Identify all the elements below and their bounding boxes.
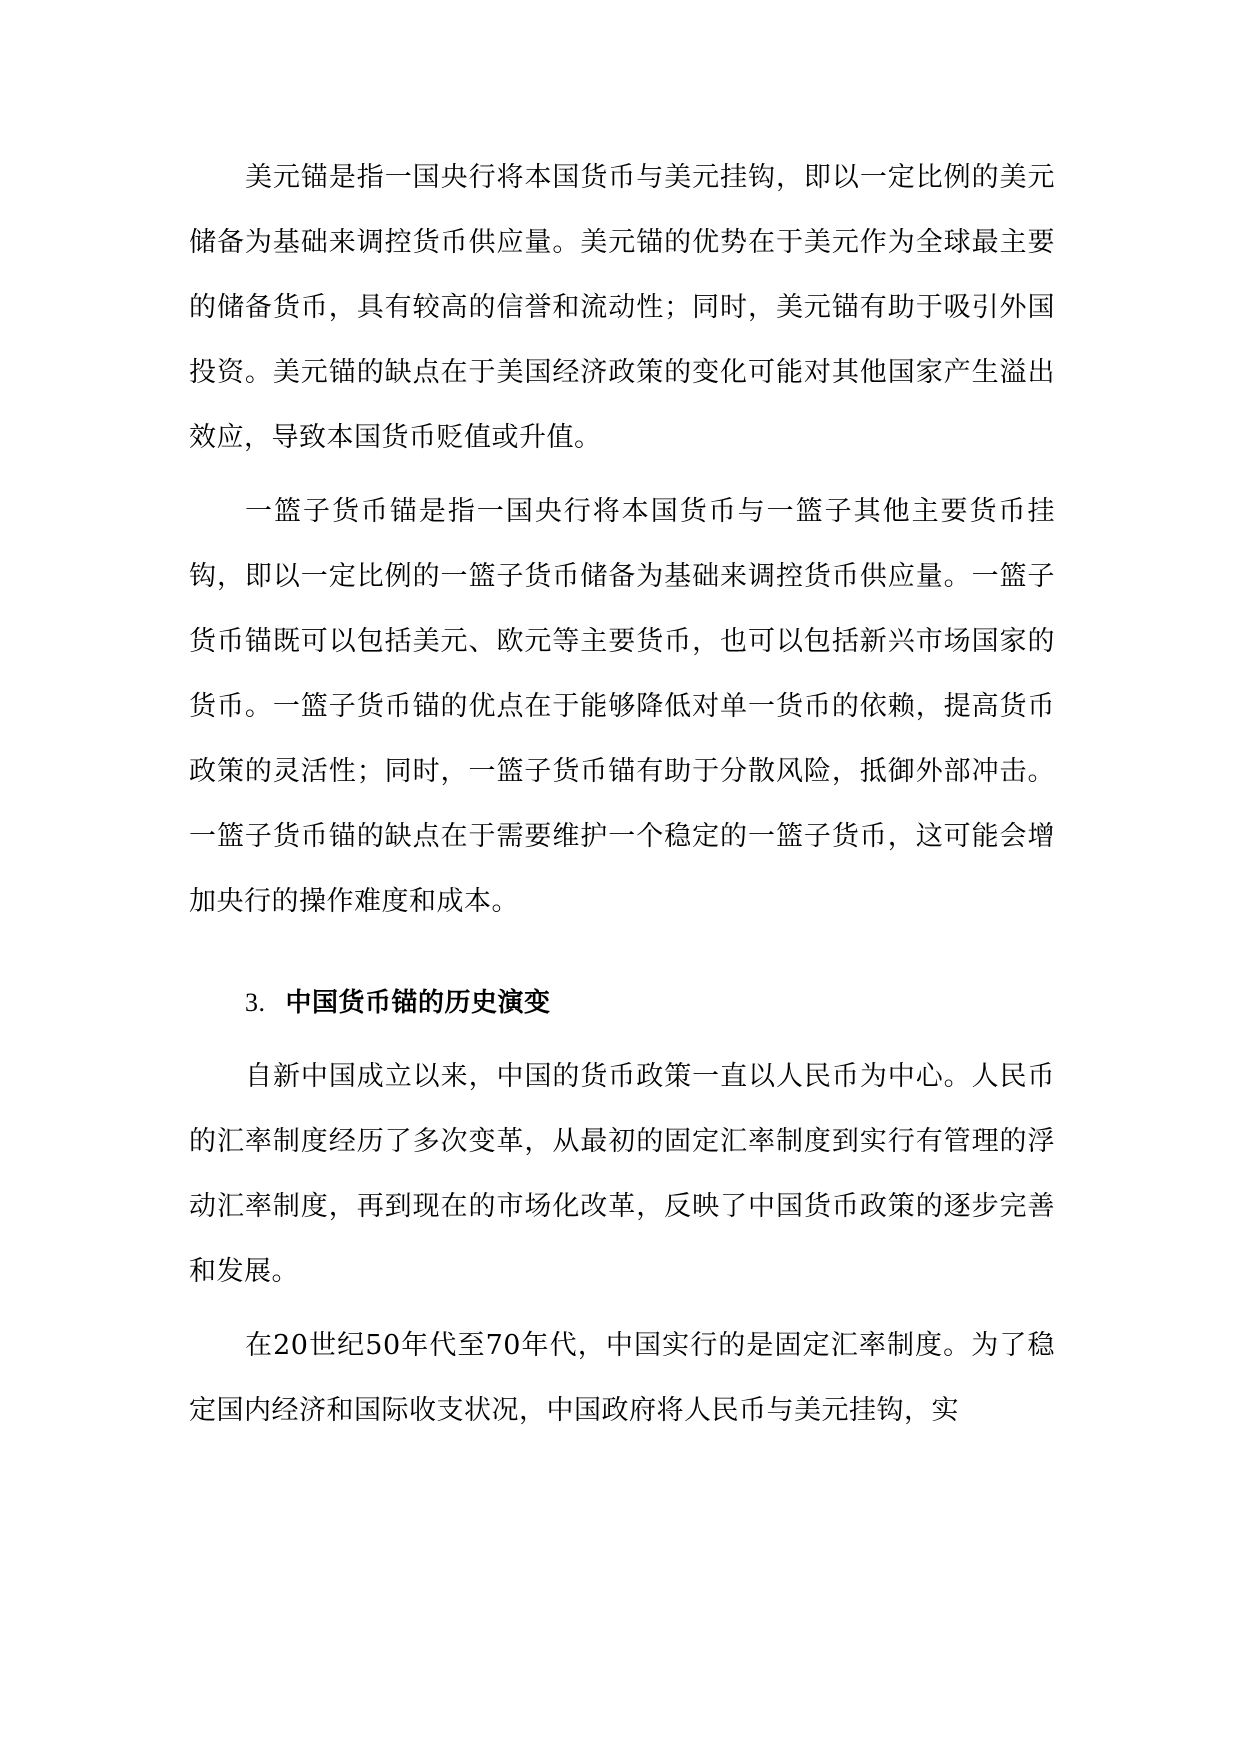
- paragraph-fixed-rate-era: 在20世纪50年代至70年代，中国实行的是固定汇率制度。为了稳定国内经济和国际收支状况，中国政府将人民币与美元挂钩，实: [189, 1330, 1055, 1426]
- section-heading: [189, 970, 1055, 1036]
- paragraph-basket-anchor: 一篮子货币锚是指一国央行将本国货币与一篮子其他主要货币挂钩，即以一定比例的一篮子货币储备为基础来调控货币供应量。一篮子货币锚既可以包括美元、欧元等主要货币，也可以包括新兴市场国家的货币。一篮子货币锚的优点在于能够降低对单一货币的依赖，提高货币政策的灵活性；同时，一篮子货币锚有助于分散风险，抵御外部冲击。一篮子货币锚的缺点在于需要维护一个稳定的一篮子货币，这可能会增加央行的操作难度和成本。: [189, 496, 1055, 917]
- document-body: [189, 145, 1055, 1452]
- section-number: 3.: [245, 988, 266, 1017]
- section-title: 中国货币锚的历史演变: [285, 988, 551, 1018]
- paragraph-rmb-history: 自新中国成立以来，中国的货币政策一直以人民币为中心。人民币的汇率制度经历了多次变革，从最初的固定汇率制度到实行有管理的浮动汇率制度，再到现在的市场化改革，反映了中国货币政策的逐步完善和发展。: [189, 1061, 1055, 1287]
- paragraph-dollar-anchor: 美元锚是指一国央行将本国货币与美元挂钩，即以一定比例的美元储备为基础来调控货币供应量。美元锚的优势在于美元作为全球最主要的储备货币，具有较高的信誉和流动性；同时，美元锚有助于吸引外国投资。美元锚的缺点在于美国经济政策的变化可能对其他国家产生溢出效应，导致本国货币贬值或升值。: [189, 162, 1055, 453]
